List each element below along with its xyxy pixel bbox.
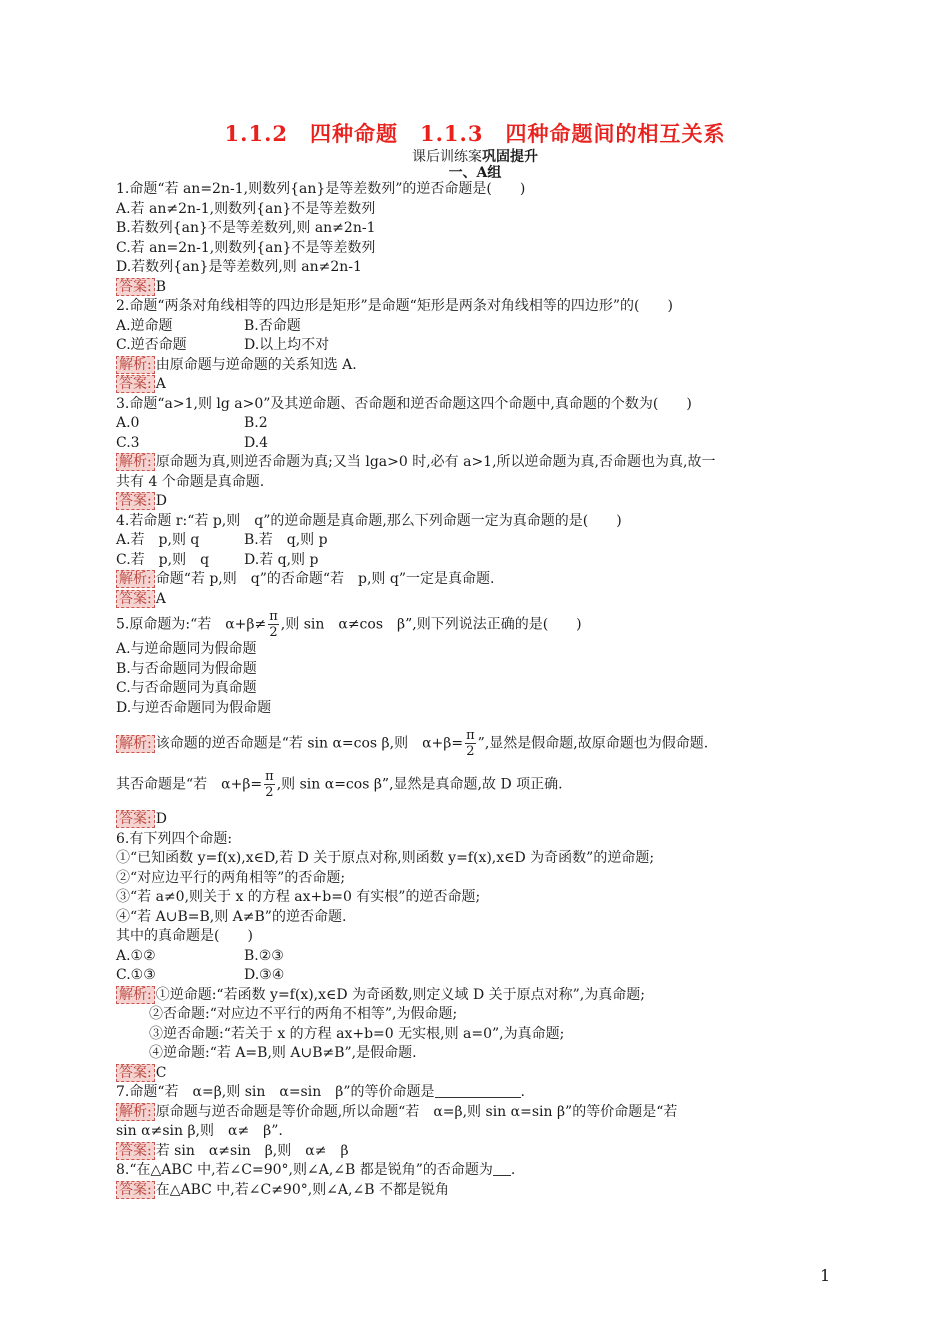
question-5-stem [116,609,828,640]
question-6-analysis-4: ④逆命题:“若 A=B,则 A∪B≠B”,是假命题. [149,1045,417,1061]
question-4-stem: 4.若命题 r:“若 p,则 q”的逆命题是真命题,那么下列命题一定为真命题的是( ) [116,512,622,529]
answer-text: A [155,590,166,607]
stem-text: 7.命题“若 α=β,则 sin α=sin β”的等价命题是 [116,1084,435,1100]
analysis-tag: 解析: [116,453,155,471]
question-4-answer [116,590,828,610]
question-3-analysis-cont: 共有 4 个命题是真命题. [116,473,265,490]
answer-tag: 答案: [116,375,155,393]
question-5-analysis-cont [116,769,828,800]
analysis-tag: 解析: [116,356,155,374]
question-4-option-d: D.若 q,则 p [244,551,319,568]
analysis-text: 由原命题与逆命题的关系知选 A. [155,356,357,373]
question-1-answer [116,278,828,298]
question-7-analysis [116,1103,828,1123]
question-4-option-a: A.若 p,则 q [116,532,200,548]
answer-blank [493,1161,511,1176]
fraction-numerator: π [265,769,274,784]
exercise-content [116,180,828,1200]
group-heading: 一、A组 [448,165,502,181]
fraction-denominator: 2 [466,744,475,759]
question-3-option-b: B.2 [244,415,268,431]
question-6-item-2: ②“对应边平行的两角相等”的否命题; [116,869,346,886]
question-2-options [116,317,828,356]
question-5-option-c: C.与否命题同为真命题 [116,680,257,696]
question-1-option-a: A.若 an≠2n-1,则数列{an}不是等差数列 [116,200,376,217]
analysis-tag: 解析: [116,1103,155,1121]
answer-text: D [155,811,167,827]
question-6-stem: 6.有下列四个命题: [116,830,233,847]
answer-tag: 答案: [116,1142,155,1160]
answer-tag: 答案: [116,278,155,296]
analysis-text: 该命题的逆否命题是“若 sin α=cos β,则 α+β= [155,735,464,752]
question-2-option-b: B.否命题 [244,317,301,334]
stem-text: 8.“在△ABC 中,若∠C=90°,则∠A,∠B 都是锐角”的否命题为 [116,1162,493,1178]
question-3-answer [116,492,828,512]
answer-tag: 答案: [116,810,155,828]
question-7-stem [116,1083,828,1103]
question-5-option-a: A.与逆命题同为假命题 [116,641,257,657]
question-1-stem: 1.命题“若 an=2n-1,则数列{an}是等差数列”的逆否命题是( ) [116,181,526,197]
question-2-stem: 2.命题“两条对角线相等的四边形是矩形”是命题“矩形是两条对角线相等的四边形”的( ) [116,298,673,314]
question-3-stem: 3.命题“a>1,则 lg a>0”及其逆命题、否命题和逆否命题这四个命题中,真命题的个数为( ) [116,395,692,412]
answer-blank [435,1083,521,1098]
question-6-options [116,947,828,986]
question-3-option-d: D.4 [244,434,269,451]
fraction-numerator: π [269,609,278,624]
question-3-analysis [116,453,828,473]
fraction-pi-over-2 [264,769,275,800]
question-6-option-b: B.②③ [244,947,284,964]
answer-tag: 答案: [116,1181,155,1199]
analysis-text: ①逆命题:“若函数 y=f(x),x∈D 为奇函数,则定义域 D 关于原点对称”,为真命题; [155,986,645,1003]
question-5-option-d: D.与逆否命题同为假命题 [116,699,272,716]
question-5-option-b: B.与否命题同为假命题 [116,660,257,677]
question-6-option-c: C.①③ [116,967,156,983]
question-4-option-c: C.若 p,则 q [116,551,210,568]
question-8-answer [116,1181,828,1201]
analysis-tag: 解析: [116,570,155,588]
stem-text: ,则 sin α≠cos β”,则下列说法正确的是( ) [280,616,582,633]
question-4-options [116,531,828,570]
fraction-pi-over-2 [465,728,476,759]
answer-text: 在△ABC 中,若∠C≠90°,则∠A,∠B 不都是锐角 [155,1181,449,1198]
analysis-text: ”,显然是假命题,故原命题也为假命题. [477,735,709,752]
fraction-pi-over-2 [268,609,279,640]
question-2-option-c: C.逆否命题 [116,337,187,353]
question-6-ask: 其中的真命题是( ) [116,928,253,944]
fraction-denominator: 2 [265,785,274,800]
question-4-analysis [116,570,828,590]
question-1-option-b: B.若数列{an}不是等差数列,则 an≠2n-1 [116,220,376,236]
question-2-analysis [116,356,828,376]
subtitle-part-b: 巩固提升 [482,149,538,165]
fraction-numerator: π [466,728,475,743]
question-6-item-1: ①“已知函数 y=f(x),x∈D,若 D 关于原点对称,则函数 y=f(x),x∈D 为奇函数”的逆命题; [116,850,655,866]
question-1-option-c: C.若 an=2n-1,则数列{an}不是等差数列 [116,239,376,256]
question-6-item-4: ④“若 A∪B=B,则 A≠B”的逆否命题. [116,908,347,925]
question-6-option-a: A.①② [116,947,156,964]
question-5-analysis [116,728,828,759]
answer-text: D [155,493,167,509]
answer-tag: 答案: [116,1064,155,1082]
question-7-analysis-cont: sin α≠sin β,则 α≠ β”. [116,1123,283,1139]
question-4-option-b: B.若 q,则 p [244,532,328,548]
answer-text: A [155,376,166,392]
analysis-text: 原命题为真,则逆否命题为真;又当 lga>0 时,必有 a>1,所以逆命题为真,否命题也为真,故一 [155,454,716,470]
answer-text: B [155,278,167,295]
question-2-answer [116,375,828,395]
answer-text: 若 sin α≠sin β,则 α≠ β [155,1142,349,1159]
analysis-text: 其否命题是“若 α+β= [116,776,263,793]
answer-tag: 答案: [116,492,155,510]
analysis-tag: 解析: [116,735,155,753]
analysis-text: 原命题与逆否命题是等价命题,所以命题“若 α=β,则 sin α=sin β”的等价命题是“若 [155,1103,678,1120]
page-number: 1 [820,1266,831,1285]
answer-tag: 答案: [116,590,155,608]
question-6-analysis [116,986,828,1006]
answer-text: C [155,1064,167,1081]
analysis-text: ,则 sin α=cos β”,显然是真命题,故 D 项正确. [276,776,563,793]
subtitle-part-a: 课后训练案 [412,149,482,165]
question-7-answer [116,1142,828,1162]
question-6-item-3: ③“若 a≠0,则关于 x 的方程 ax+b=0 有实根”的逆否命题; [116,889,481,905]
question-5-answer [116,810,828,830]
question-2-option-d: D.以上均不对 [244,337,330,353]
question-3-option-c: C.3 [116,434,140,451]
question-6-analysis-2: ②否命题:“对应边不平行的两角不相等”,为假命题; [149,1006,458,1022]
question-6-option-d: D.③④ [244,967,285,983]
question-8-stem [116,1161,828,1181]
question-1-option-d: D.若数列{an}是等差数列,则 an≠2n-1 [116,259,362,275]
stem-text: 5.原命题为:“若 α+β≠ [116,616,267,633]
question-2-option-a: A.逆命题 [116,317,173,334]
stem-end: . [520,1084,525,1100]
page-title: 1.1.2 四种命题 1.1.3 四种命题间的相互关系 [224,121,726,146]
analysis-text: 命题“若 p,则 q”的否命题“若 p,则 q”一定是真命题. [155,571,495,587]
stem-end: . [510,1162,516,1178]
question-6-analysis-3: ③逆否命题:“若关于 x 的方程 ax+b=0 无实根,则 a=0”,为真命题; [149,1025,565,1042]
analysis-tag: 解析: [116,986,155,1004]
question-6-answer [116,1064,828,1084]
fraction-denominator: 2 [269,625,278,640]
question-3-options [116,414,828,453]
question-3-option-a: A.0 [116,415,140,431]
